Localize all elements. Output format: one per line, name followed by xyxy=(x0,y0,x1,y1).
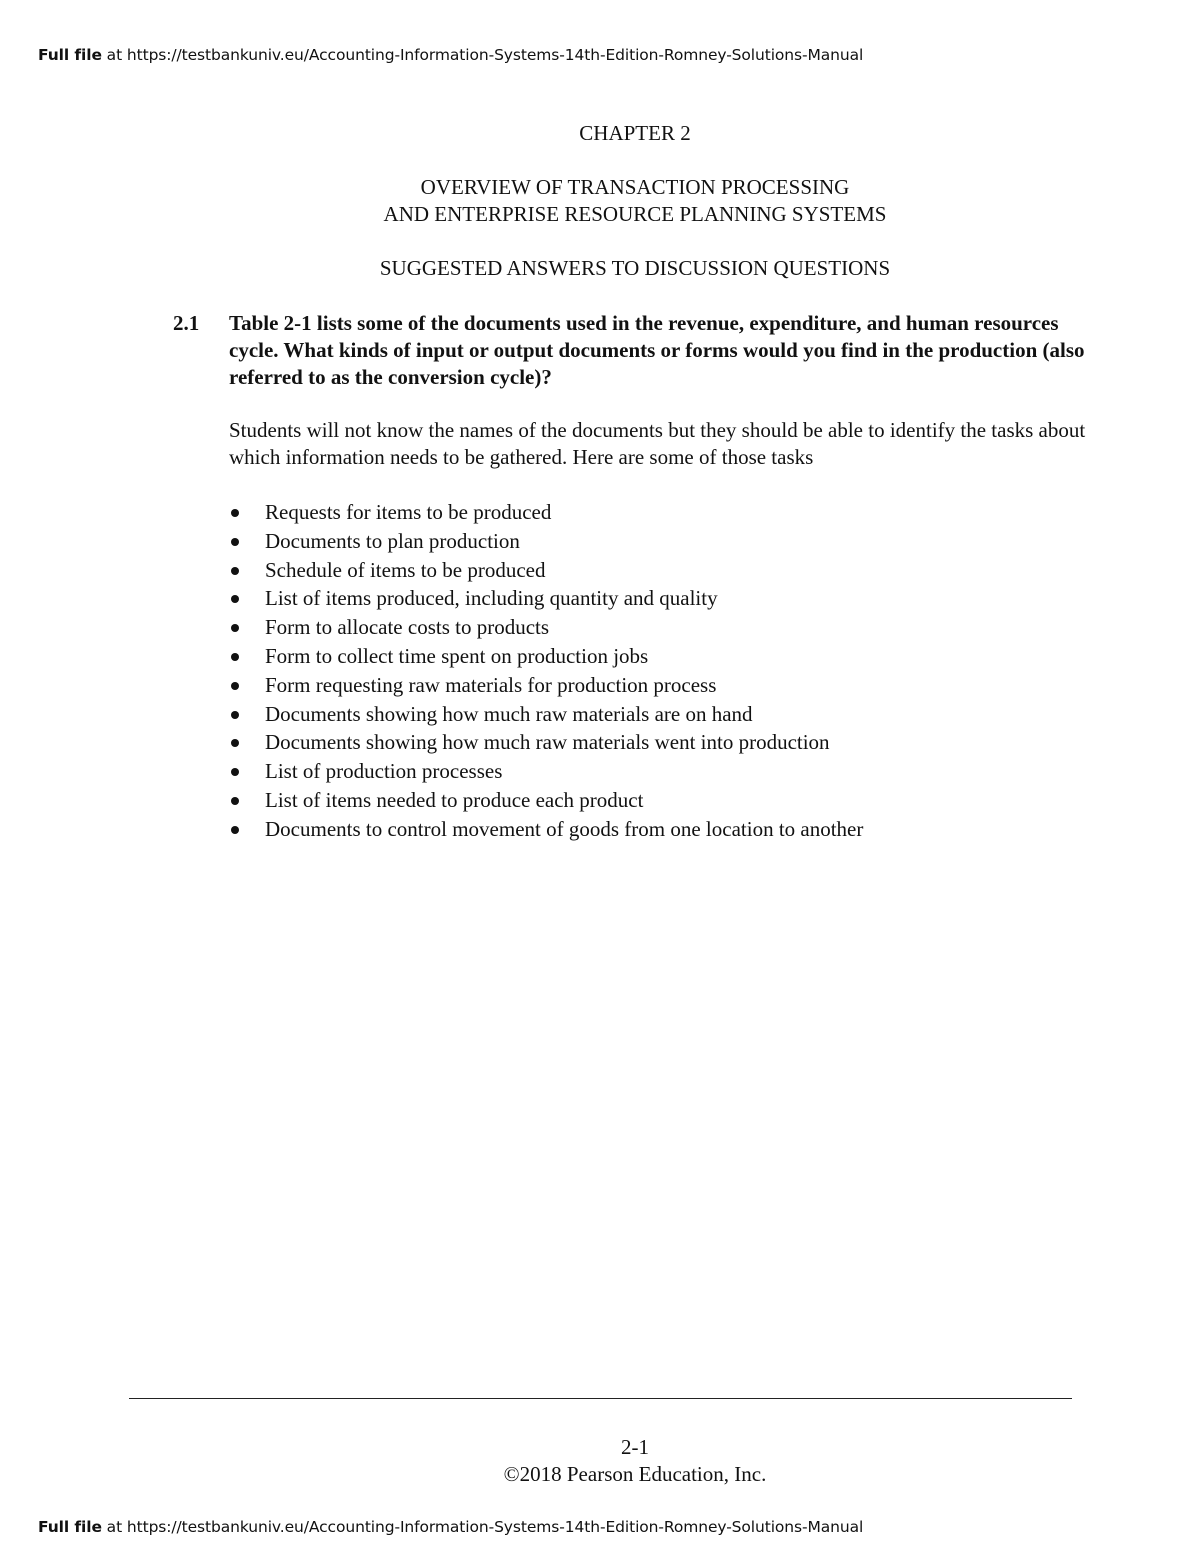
bullet-icon xyxy=(231,739,239,747)
answer-paragraph: Students will not know the names of the documents but they should be able to identify the tasks about which information needs to be gathered. Here are some of those tasks xyxy=(229,418,1086,469)
copyright-notice: ©2018 Pearson Education, Inc. xyxy=(503,1462,767,1486)
list-item xyxy=(229,585,863,614)
list-item xyxy=(229,701,863,730)
list-item xyxy=(229,787,863,816)
bullet-icon xyxy=(231,538,239,546)
list-item xyxy=(229,758,863,787)
list-item-text: List of production processes xyxy=(265,759,503,784)
list-item-text: Form to allocate costs to products xyxy=(265,615,550,640)
list-item-text: Documents to control movement of goods from one location to another xyxy=(265,816,864,841)
bullet-icon xyxy=(231,826,239,834)
bullet-icon xyxy=(231,711,239,719)
banner-link-text[interactable]: at https://testbankuniv.eu/Accounting-Information-Systems-14th-Edition-Romney-Solutions-Manual xyxy=(101,1518,864,1536)
bullet-icon xyxy=(231,567,239,575)
bullet-icon xyxy=(231,595,239,603)
question-text: Table 2-1 lists some of the documents used in the revenue, expenditure, and human resources cycle. What kinds of input or output documents or forms would you find in the production (also referred to as the conversion cycle)? xyxy=(229,311,1085,389)
list-item xyxy=(229,499,863,528)
bullet-icon xyxy=(231,624,239,632)
top-banner xyxy=(38,46,863,64)
chapter-title-line-2: AND ENTERPRISE RESOURCE PLANNING SYSTEMS xyxy=(383,202,887,226)
list-item-text: List of items needed to produce each product xyxy=(265,787,644,812)
bullet-icon xyxy=(231,653,239,661)
page-number: 2-1 xyxy=(621,1435,649,1459)
section-heading: SUGGESTED ANSWERS TO DISCUSSION QUESTIONS xyxy=(379,256,891,280)
banner-link-text[interactable]: at https://testbankuniv.eu/Accounting-Information-Systems-14th-Edition-Romney-Solutions-Manual xyxy=(101,46,864,64)
list-item-text: List of items produced, including quantity and quality xyxy=(265,586,718,611)
list-item-text: Documents showing how much raw materials went into production xyxy=(265,730,830,755)
question-number: 2.1 xyxy=(173,311,200,335)
list-item xyxy=(229,614,863,643)
bullet-icon xyxy=(231,797,239,805)
list-item-text: Requests for items to be produced xyxy=(265,500,552,524)
list-item xyxy=(229,643,863,672)
task-list xyxy=(229,499,863,845)
bullet-icon xyxy=(231,682,239,690)
bullet-icon xyxy=(231,509,239,517)
list-item-text: Documents to plan production xyxy=(265,528,520,553)
list-item-text: Form requesting raw materials for production process xyxy=(265,672,717,697)
bullet-icon xyxy=(231,768,239,776)
chapter-title-line-1: OVERVIEW OF TRANSACTION PROCESSING xyxy=(420,175,850,199)
footer-divider xyxy=(129,1398,1072,1399)
bottom-banner xyxy=(38,1518,863,1536)
banner-lead: Full file xyxy=(38,46,102,64)
list-item-text: Documents showing how much raw materials are on hand xyxy=(265,701,753,726)
chapter-heading: CHAPTER 2 xyxy=(579,121,691,145)
list-item-text: Schedule of items to be produced xyxy=(265,557,546,582)
list-item-text: Form to collect time spent on production jobs xyxy=(265,643,649,668)
list-item xyxy=(229,528,863,557)
list-item xyxy=(229,672,863,701)
list-item xyxy=(229,729,863,758)
list-item xyxy=(229,816,863,845)
list-item xyxy=(229,557,863,586)
banner-lead: Full file xyxy=(38,1518,102,1536)
